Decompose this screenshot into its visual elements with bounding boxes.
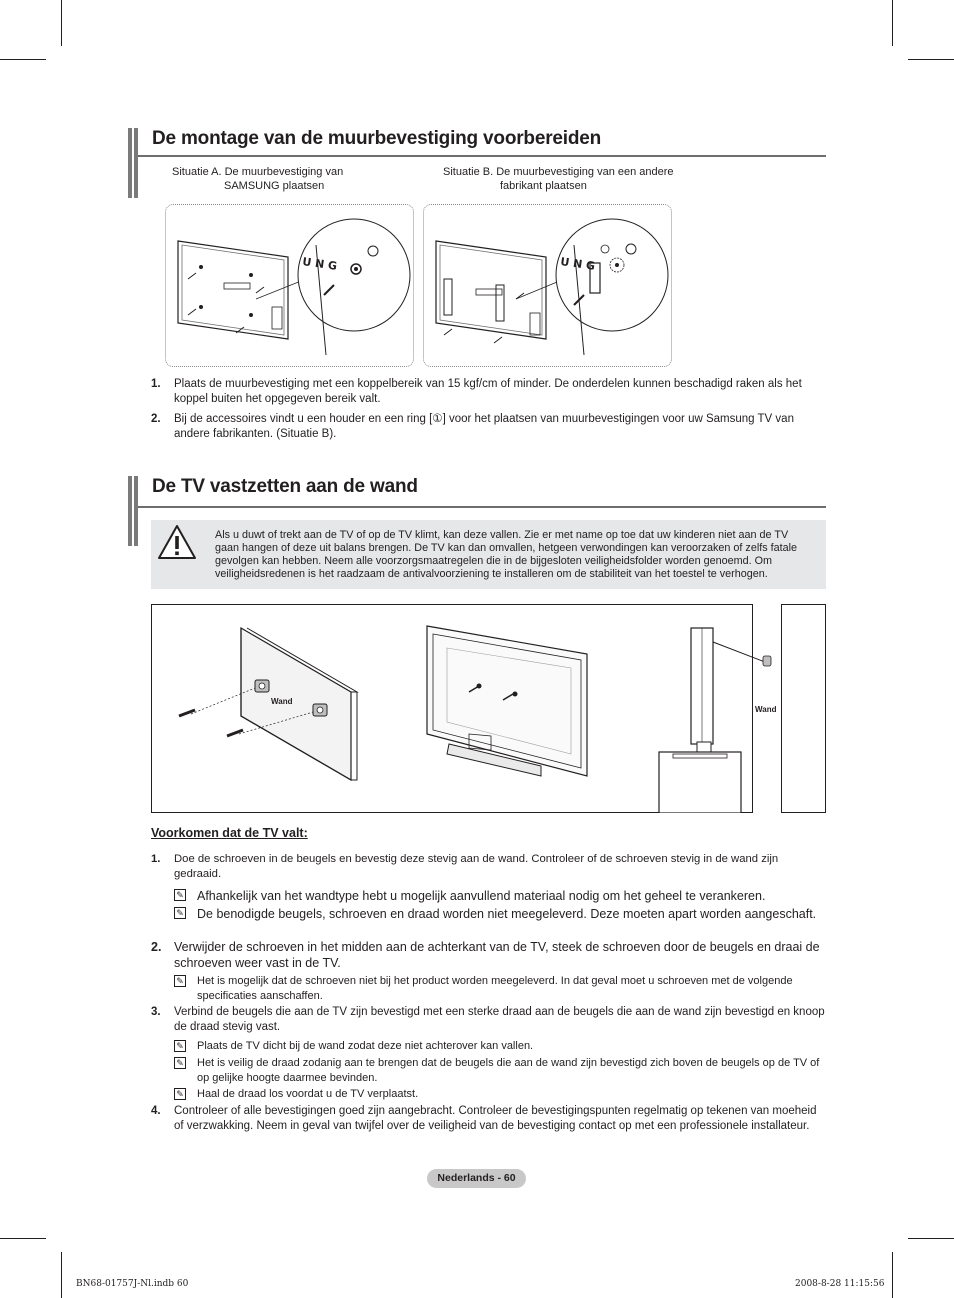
note-item: [174, 906, 827, 938]
list-number: 2.: [151, 940, 162, 954]
list-text: Bij de accessoires vindt u een houder en een ring [①] voor het plaatsen van muurbevestigingen voor uw Samsung TV van andere fabrikanten. (Situatie B).: [174, 413, 794, 440]
list-text: Verwijder de schroeven in het midden aan de achterkant van de TV, steek de schroeven door de beugels en draai de schroeven weer vast in de TV.: [174, 940, 820, 970]
crop-mark: [908, 59, 954, 60]
note-text: Haal de draad los voordat u de TV verplaatst.: [197, 1088, 419, 1100]
list-text: Controleer of alle bevestigingen goed zijn aangebracht. Controleer de bevestigingspunten regelmatig op tekenen van moeheid of verzwakking. Neem in geval van twijfel over de veiligheid van de bevestiging contact op met een professionele installateur.: [174, 1105, 817, 1132]
note-text: Het is mogelijk dat de schroeven niet bij het product worden meegeleverd. In dat geval moet u schroeven met de volgende specificaties aanschaffen.: [197, 975, 793, 1002]
caption-situation-a: [172, 165, 402, 193]
crop-mark: [61, 0, 62, 46]
list-item: [151, 412, 827, 444]
note-item: [174, 1039, 827, 1055]
list-number: 2.: [151, 413, 161, 425]
page-number-badge: Nederlands - 60: [427, 1169, 526, 1188]
note-item: [174, 1087, 827, 1103]
note-item: [174, 888, 827, 905]
section-title: De TV vastzetten aan de wand: [152, 476, 418, 497]
crop-mark: [61, 1252, 62, 1298]
crop-mark: [0, 1238, 46, 1239]
anti-tip-illustration: [151, 604, 826, 813]
tv-back-wall-mount-illustration: [166, 205, 413, 366]
crop-mark: [892, 1252, 893, 1298]
note-text: De benodigde beugels, schroeven en draad worden niet meegeleverd. Deze moeten apart worden aangeschaft.: [197, 907, 817, 921]
list-item: [151, 1005, 827, 1037]
wall-label: Wand: [755, 705, 777, 714]
note-icon: ✎: [174, 889, 186, 901]
tv-back-other-brand-mount-illustration: [424, 205, 671, 366]
list-number: 1.: [151, 378, 161, 390]
crop-mark: [908, 1238, 954, 1239]
list-item: [151, 939, 827, 971]
figure-situation-a: [165, 204, 414, 367]
list-text: Doe de schroeven in de beugels en bevestig deze stevig aan de wand. Controleer of de schroeven stevig in de wand zijn gedraaid.: [174, 853, 779, 880]
warning-text: Als u duwt of trekt aan de TV of op de TV klimt, kan deze vallen. Zie er met name op toe dat uw kinderen niet aan de TV gaan hangen of deze uit balans brengen. De TV kan dan omvallen, hetgeen verwondingen kan veroorzaken of zelfs fatale gevolgen kan hebben. Neem alle voorzorgsmaatregelen die in de bijgesloten veiligheidsfolder worden genoemd. Om veiligheidsredenen is het raadzaam de antivalvoorziening te installeren om de stabiliteit van het toestel te verhogen.: [215, 529, 798, 580]
crop-mark: [0, 59, 46, 60]
note-text: Plaats de TV dicht bij de wand zodat deze niet achterover kan vallen.: [197, 1040, 534, 1052]
list-item: [151, 377, 827, 409]
svg-text:U N G: U N G: [301, 255, 338, 273]
note-icon: ✎: [174, 907, 186, 919]
figure-situation-b: [423, 204, 672, 367]
caption-situation-b: [443, 165, 713, 193]
crop-mark: [892, 0, 893, 46]
caption-line: Situatie A. De muurbevestiging van: [172, 166, 344, 178]
note-item: [174, 974, 827, 1004]
note-icon: ✎: [174, 975, 186, 987]
list-number: 4.: [151, 1105, 161, 1117]
caption-line: Situatie B. De muurbevestiging van een andere: [443, 166, 674, 178]
list-item: [151, 852, 827, 884]
note-icon: ✎: [174, 1040, 186, 1052]
list-number: 3.: [151, 1006, 161, 1018]
section-title: De montage van de muurbevestiging voorbereiden: [152, 128, 602, 149]
imprint-date: 2008-8-28 11:15:56: [795, 1279, 885, 1289]
note-icon: ✎: [174, 1057, 186, 1069]
caption-line: SAMSUNG plaatsen: [224, 180, 325, 192]
list-number: 1.: [151, 853, 161, 865]
anti-tip-diagram: [151, 604, 826, 813]
subheading: Voorkomen dat de TV valt:: [151, 826, 308, 840]
svg-text:U N G: U N G: [559, 255, 596, 273]
list-text: Plaats de muurbevestiging met een koppelbereik van 15 kgf/cm of minder. De onderdelen kunnen beschadigd raken als het koppel buiten het opgegeven bereik valt.: [174, 378, 802, 405]
note-icon: ✎: [174, 1088, 186, 1100]
caption-line: fabrikant plaatsen: [500, 180, 587, 192]
note-text: Het is veilig de draad zodanig aan te brengen dat de beugels die aan de wand zijn bevestigd zich boven de beugels op de TV of op gelijke hoogte daarmee bevinden.: [197, 1057, 820, 1084]
warning-triangle-icon: [157, 524, 197, 560]
imprint-file: BN68-01757J-Nl.indb 60: [76, 1279, 189, 1289]
note-text: Afhankelijk van het wandtype hebt u mogelijk aanvullend materiaal nodig om het geheel te verankeren.: [197, 889, 766, 903]
note-item: [174, 1056, 827, 1086]
wall-label: Wand: [271, 697, 293, 706]
list-text: Verbind de beugels die aan de TV zijn bevestigd met een sterke draad aan de beugels die aan de wand zijn bevestigd en knoop de draad stevig vast.: [174, 1006, 825, 1033]
list-item: [151, 1104, 827, 1150]
warning-box: [151, 520, 826, 589]
